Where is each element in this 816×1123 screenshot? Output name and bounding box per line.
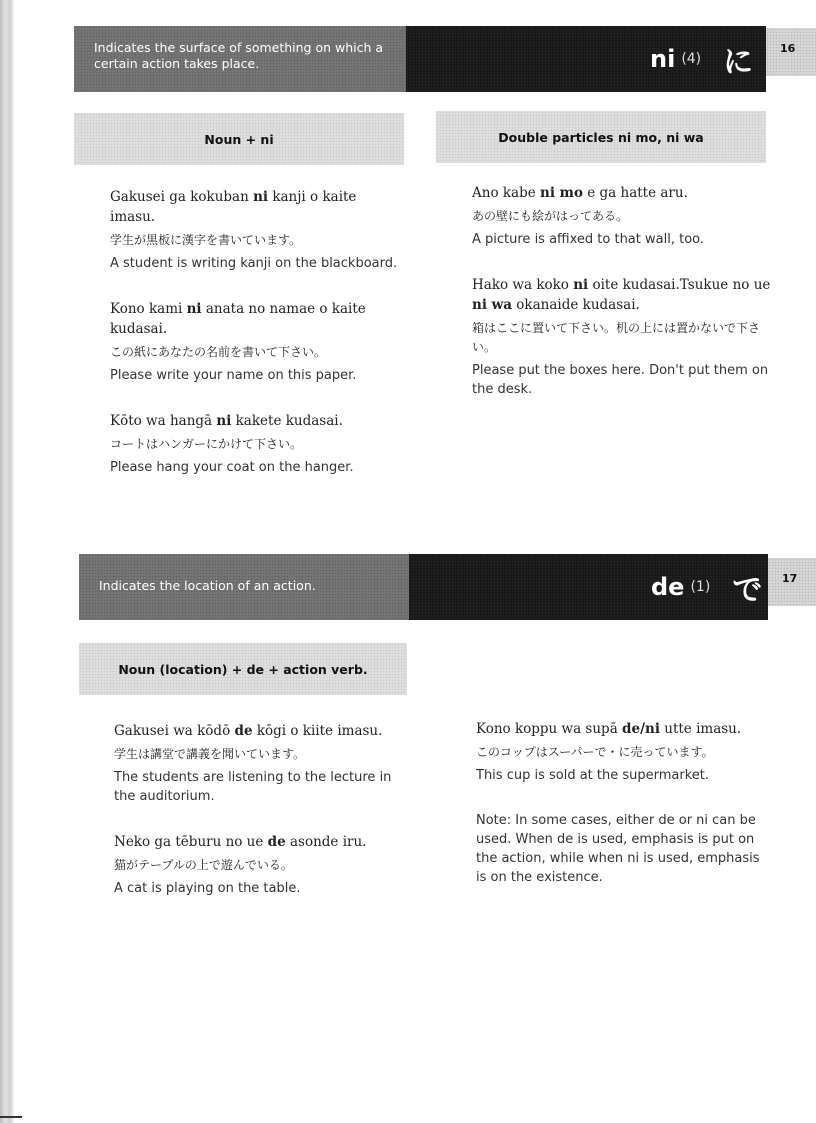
section-17-right-column [476, 719, 776, 887]
example [114, 832, 404, 898]
english-translation: Please hang your coat on the hanger. [110, 460, 354, 475]
romaji-sentence: Neko ga tēburu no ue de asonde iru. [114, 834, 367, 850]
example [110, 411, 400, 477]
section-17-left-column [114, 721, 404, 924]
section-17-left-heading: Noun (location) + de + action verb. [79, 643, 407, 695]
japanese-sentence: 箱はここに置いて下さい。机の上には置かないで下さい。 [472, 321, 761, 354]
page-edge-mark [0, 1116, 22, 1118]
usage-note: Note: In some cases, either de or ni can be used. When de is used, emphasis is put on the action, while when ni is used, emphasis is on the existence. [476, 813, 760, 885]
japanese-sentence: このコップはスーパーで・に売っています。 [476, 745, 714, 759]
english-translation: A student is writing kanji on the blackboard. [110, 256, 398, 271]
japanese-sentence: この紙にあなたの名前を書いて下さい。 [110, 345, 327, 359]
english-translation: The students are listening to the lecture in the auditorium. [114, 770, 392, 804]
english-translation: A cat is playing on the table. [114, 881, 301, 896]
japanese-sentence: 学生は講堂で講義を聞いています。 [114, 747, 306, 761]
particle-romaji: de [651, 573, 685, 601]
particle-romaji: ni [650, 45, 676, 73]
section-17-description: Indicates the location of an action. [79, 554, 409, 620]
romaji-sentence: Hako wa koko ni oite kudasai.Tsukue no ue ni wa okanaide kudasai. [472, 277, 771, 313]
romaji-sentence: Gakusei ga kokuban ni kanji o kaite imasu. [110, 189, 357, 225]
particle-kana: で [732, 573, 763, 608]
section-16-left-heading: Noun + ni [74, 113, 404, 165]
particle-number: (4) [681, 51, 702, 67]
page-number-16: 16 [766, 28, 816, 76]
romaji-sentence: Ano kabe ni mo e ga hatte aru. [472, 185, 688, 201]
example [114, 721, 404, 806]
example [472, 275, 772, 399]
section-17-particle [651, 554, 762, 620]
example [110, 299, 400, 385]
japanese-sentence: 学生が黒板に漢字を書いています。 [110, 233, 302, 247]
page-number-17: 17 [768, 558, 816, 606]
section-16-banner [74, 26, 766, 92]
example [472, 183, 772, 249]
english-translation: Please put the boxes here. Don't put them on the desk. [472, 363, 769, 397]
section-16-description: Indicates the surface of something on which a certain action takes place. [74, 26, 406, 92]
book-spine-shadow [0, 0, 14, 1123]
english-translation: This cup is sold at the supermarket. [476, 768, 710, 783]
section-16-right-heading: Double particles ni mo, ni wa [436, 111, 766, 163]
japanese-sentence: あの壁にも絵がはってある。 [472, 209, 629, 223]
japanese-sentence: 猫がテーブルの上で遊んでいる。 [114, 858, 293, 872]
particle-kana: に [723, 45, 754, 80]
romaji-sentence: Gakusei wa kōdō de kōgi o kiite imasu. [114, 723, 383, 739]
romaji-sentence: Kōto wa hangā ni kakete kudasai. [110, 413, 343, 429]
section-16-right-column [472, 183, 772, 425]
section-16-left-column [110, 187, 400, 503]
section-16-particle [650, 26, 753, 92]
english-translation: Please write your name on this paper. [110, 368, 357, 383]
japanese-sentence: コートはハンガーにかけて下さい。 [110, 437, 303, 451]
romaji-sentence: Kono koppu wa supā de/ni utte imasu. [476, 721, 742, 737]
section-17-banner [79, 554, 768, 620]
example [110, 187, 400, 273]
romaji-sentence: Kono kami ni anata no namae o kaite kudasai. [110, 301, 366, 337]
english-translation: A picture is affixed to that wall, too. [472, 232, 705, 247]
example [476, 719, 776, 785]
particle-number: (1) [690, 579, 711, 595]
